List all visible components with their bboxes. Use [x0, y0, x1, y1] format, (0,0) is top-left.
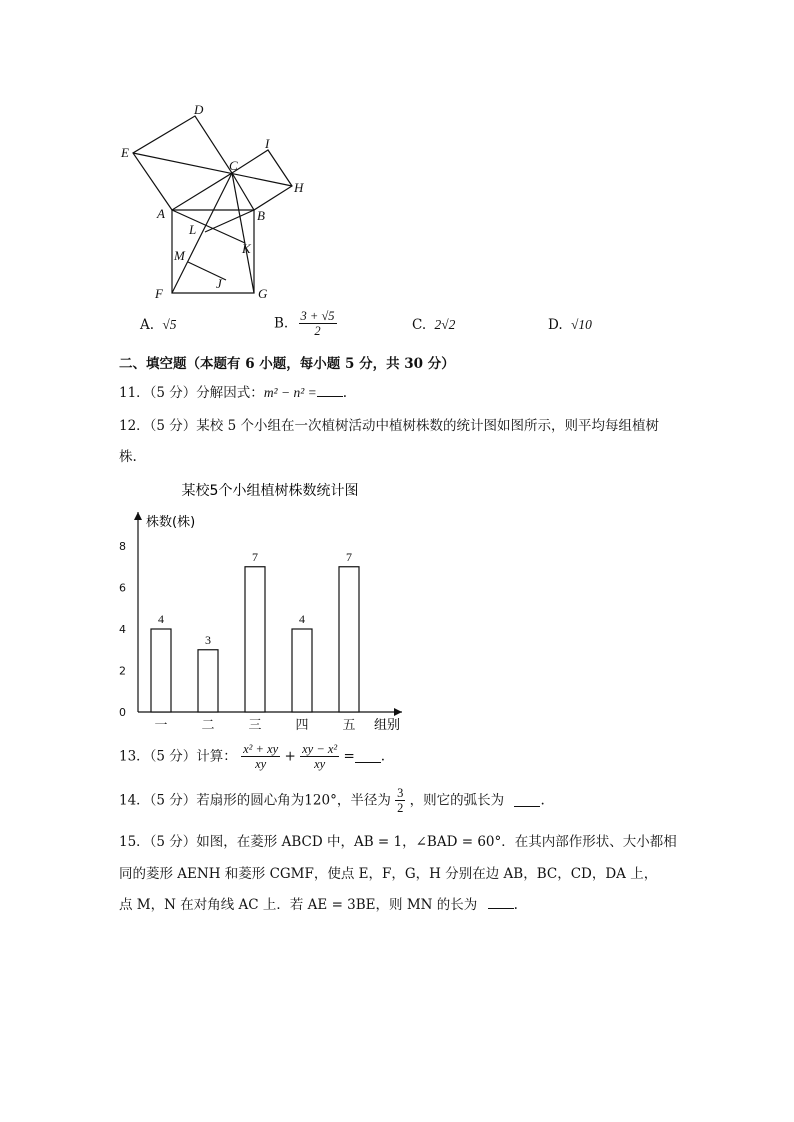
q11-end: . — [342, 385, 348, 401]
q14-post: ，则它的弧长为 — [409, 792, 505, 809]
choice-c[interactable] — [412, 317, 455, 333]
bar — [198, 650, 218, 712]
y-tick-label: 8 — [119, 540, 126, 553]
question-12-line2: 株. — [119, 449, 137, 465]
bar-value-label: 7 — [252, 549, 258, 564]
label-E: E — [121, 145, 129, 160]
x-axis-arrow — [394, 708, 402, 716]
label-A: A — [157, 206, 165, 221]
q14-frac-den: 2 — [397, 801, 404, 815]
question-15-line2: 同的菱形 AENH 和菱形 CGMF，使点 E，F，G，H 分别在边 AB，BC，CD，DA 上， — [119, 866, 658, 882]
bar — [292, 629, 312, 712]
question-15-line1: 15．（5 分）如图，在菱形 ABCD 中，AB = 1，∠BAD = 60°．在其内部作形状、大小都相 — [119, 834, 677, 850]
q13-frac2-den: xy — [314, 757, 326, 771]
chart-title: 某校5个小组植树株数统计图 — [181, 483, 359, 499]
bar — [151, 629, 171, 712]
q14-pre: 14．（5 分）若扇形的圆心角为120°，半径为 — [119, 792, 391, 809]
label-I: I — [265, 136, 270, 151]
choice-d-letter: D. — [548, 317, 563, 333]
q15-end: . — [513, 897, 518, 913]
label-H: H — [294, 180, 304, 195]
q13-plus: + — [284, 748, 296, 765]
q13-frac1-num: x² + xy — [243, 742, 279, 756]
choice-d[interactable] — [548, 317, 592, 333]
choice-c-text: 2√2 — [434, 317, 456, 332]
label-G: G — [258, 286, 268, 301]
question-13 — [119, 742, 385, 771]
q14-blank[interactable] — [514, 795, 540, 807]
bar — [245, 567, 265, 712]
q13-frac2 — [300, 742, 339, 771]
bar-value-label: 3 — [205, 632, 211, 647]
category-label: 五 — [342, 718, 356, 733]
geometry-figure — [110, 95, 320, 305]
y-tick-label: 6 — [119, 581, 126, 595]
q13-frac1-den: xy — [255, 757, 267, 771]
question-15-line3 — [119, 896, 518, 914]
label-F: F — [155, 286, 163, 301]
q15-blank[interactable] — [488, 897, 514, 909]
question-14 — [119, 786, 545, 815]
q11-text: 11．（5 分）分解因式： — [119, 385, 264, 401]
q13-text: 13．（5 分）计算： — [119, 748, 237, 765]
label-D: D — [194, 102, 204, 117]
q14-frac — [395, 786, 405, 815]
chart-xlabel: 组别 — [374, 718, 401, 733]
q11-blank[interactable] — [317, 385, 343, 397]
section-title: 二、填空题（本题有 6 小题，每小题 5 分，共 30 分） — [119, 356, 455, 372]
choice-b[interactable] — [274, 309, 337, 338]
choice-b-fraction — [299, 309, 337, 338]
choice-b-letter: B. — [274, 315, 289, 332]
choice-a[interactable] — [140, 317, 177, 333]
y-tick-label: 2 — [119, 664, 126, 678]
label-K: K — [242, 241, 251, 256]
y-axis-arrow — [134, 512, 142, 520]
label-L: L — [189, 222, 197, 237]
question-12-line1: 12．（5 分）某校 5 个小组在一次植树活动中植树株数的统计图如图所示，则平均每组植树 — [119, 418, 659, 434]
q13-blank[interactable] — [355, 751, 381, 763]
label-B: B — [257, 208, 265, 223]
label-C: C — [229, 158, 238, 173]
label-J: J — [216, 276, 222, 291]
bar-value-label: 4 — [158, 612, 164, 626]
q14-frac-num: 3 — [397, 786, 404, 800]
choice-b-den: 2 — [314, 324, 321, 338]
q13-frac1 — [241, 742, 280, 771]
q13-eq: = — [343, 748, 355, 765]
bar-value-label: 7 — [346, 549, 352, 564]
category-label: 三 — [248, 718, 262, 733]
category-label: 二 — [201, 718, 215, 733]
question-11 — [119, 384, 347, 402]
q14-end: . — [540, 792, 545, 809]
y-tick-label: 4 — [119, 623, 126, 636]
category-label: 四 — [295, 718, 309, 733]
chart-ylabel: 株数(株) — [146, 515, 196, 530]
q15-line3-text: 点 M，N 在对角线 AC 上．若 AE = 3BE，则 MN 的长为 — [119, 897, 478, 913]
choice-b-num: 3 + √5 — [300, 309, 335, 323]
label-M: M — [174, 248, 185, 263]
choice-d-text: √10 — [570, 317, 592, 332]
bar-value-label: 4 — [299, 612, 305, 626]
q11-expr: m² − n² = — [263, 385, 317, 400]
bar-chart — [110, 476, 420, 738]
q13-frac2-num: xy − x² — [302, 742, 338, 756]
choice-a-letter: A. — [140, 317, 155, 333]
choice-c-letter: C. — [412, 317, 427, 333]
q13-end: . — [380, 748, 386, 765]
choice-a-text: √5 — [162, 317, 177, 332]
category-label: 一 — [154, 718, 168, 733]
y-tick-label: 0 — [119, 706, 126, 719]
bar — [339, 567, 359, 712]
